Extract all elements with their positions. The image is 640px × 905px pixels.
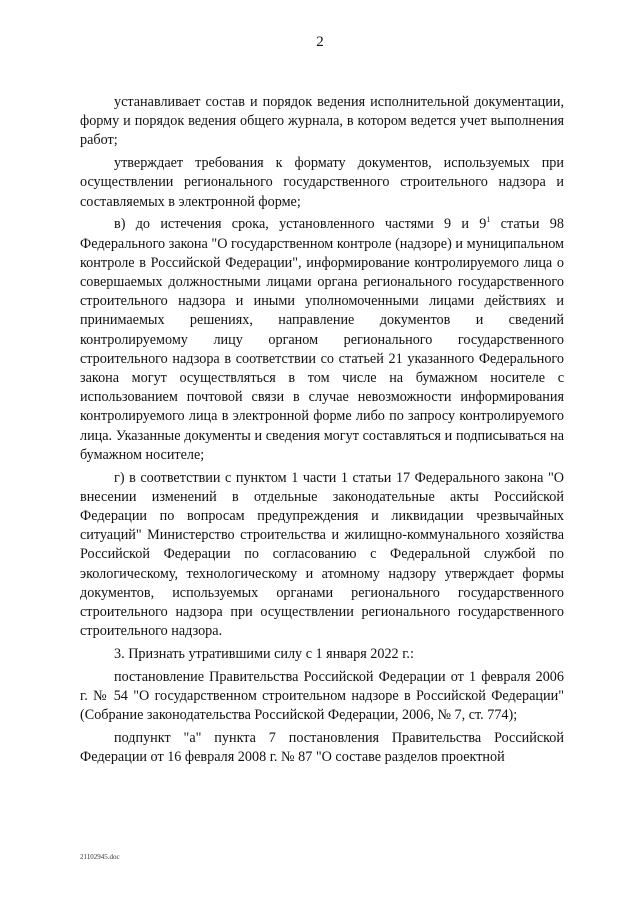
paragraph-item-g: г) в соответствии с пунктом 1 части 1 статьи 17 Федерального закона "О внесении изменений в отдельные законодательные акты Российской Федерации по вопросам предупреждения и ликвидации чрезвычайных ситуаций" Министерство строительства и жилищно-коммунального хозяйства Российской Федерации по согласованию с Федеральной службой по экологическому, технологическому и атомному надзору утверждает формы документов, используемых органами регионального государственного строительного надзора при осуществлении регионального государственного строительного надзора. (80, 469, 564, 640)
item-v-text-end: статьи 98 Федерального закона "О государственном контроле (надзоре) и муниципальном контроле в Российской Федерации", информирование контролируемого лица о совершаемых должностными лицами органа регионального государственного строительного надзора и иными уполномоченными лицами действиях и принимаемых решениях, направление документов и сведений контролируемому лицу органом регионального государственного строительного надзора в соответствии со статьей 21 указанного Федерального закона могут осуществляться в том числе на бумажном носителе с использованием почтовой связи в случае невозможности информирования контролируемого лица в электронной форме либо по запросу контролируемого лица. Указанные документы и сведения могут составляться и подписываться на бумажном носителе; (80, 216, 564, 463)
paragraph-documentation: устанавливает состав и порядок ведения исполнительной документации, форму и порядок ведения общего журнала, в котором ведется учет выполнения работ; (80, 94, 564, 149)
paragraph-item-v (80, 215, 564, 465)
paragraph-resolution-54: постановление Правительства Российской Федерации от 1 февраля 2006 г. № 54 "О государственном строительном надзоре в Российской Федерации" (Собрание законодательства Российской Федерации, 2006, № 7, ст. 774); (80, 668, 564, 724)
document-body (80, 93, 564, 771)
document-code: 21102945.doc (80, 853, 120, 861)
paragraph-format-requirements: утверждает требования к формату документов, используемых при осуществлении регионального государственного строительного надзора и составляемых в электронной форме; (80, 155, 564, 210)
paragraph-clause-3: 3. Признать утратившими силу с 1 января 2022 г.: (114, 646, 414, 663)
superscript: 1 (486, 215, 491, 225)
paragraph-resolution-87: подпункт "а" пункта 7 постановления Правительства Российской Федерации от 16 февраля 2008 г. № 87 "О составе разделов проектной (80, 730, 564, 766)
page-number: 2 (316, 34, 324, 50)
item-v-text-start: в) до истечения срока, установленного частями 9 и 9 (114, 216, 487, 233)
